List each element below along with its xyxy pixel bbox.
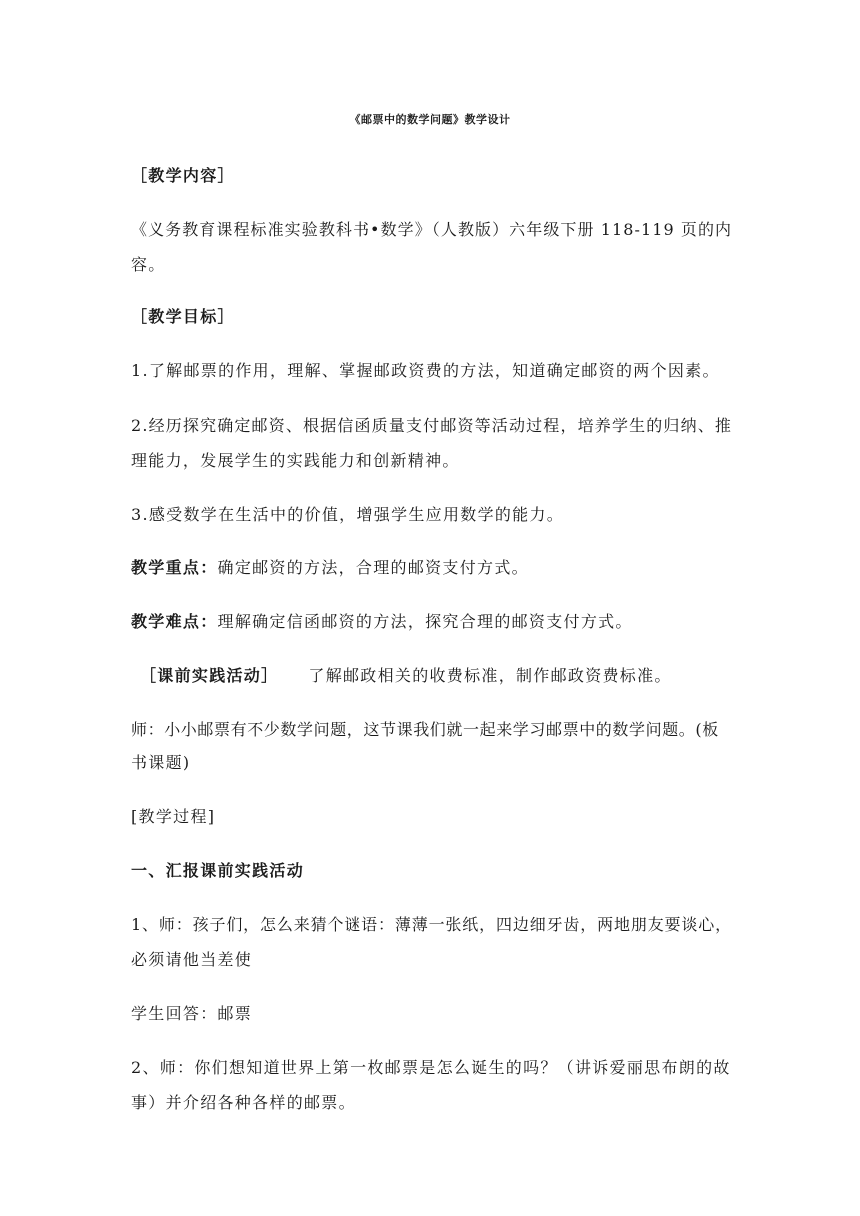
- practice-paragraph: [140, 666, 672, 686]
- paragraph-textbook-ref-cont: 容。: [131, 255, 166, 274]
- goal-item-3: 3.感受数学在生活中的价值，增强学生应用数学的能力。: [131, 505, 565, 524]
- paragraph-textbook-ref: 《义务教育课程标准实验教科书•数学》（人教版）六年级下册 118-119 页的内: [131, 220, 733, 239]
- section-heading-content: ［教学内容］: [131, 166, 235, 185]
- part-heading-1: 一、汇报课前实践活动: [131, 861, 305, 880]
- process-item-2: 2、师：你们想知道世界上第一枚邮票是怎么诞生的吗？（讲诉爱丽思布朗的故: [131, 1058, 731, 1077]
- process-item-1: 1、师：孩子们，怎么来猜个谜语：薄薄一张纸，四边细牙齿，两地朋友要谈心，: [131, 915, 732, 934]
- teacher-intro: 师：小小邮票有不少数学问题，这节课我们就一起来学习邮票中的数学问题。(板: [131, 720, 719, 739]
- process-item-2-cont: 事）并介绍各种各样的邮票。: [131, 1093, 356, 1112]
- goal-item-2-cont: 理能力，发展学生的实践能力和创新精神。: [131, 451, 460, 470]
- section-heading-process: [教学过程]: [131, 807, 216, 826]
- student-answer: 学生回答：邮票: [131, 1004, 253, 1023]
- goal-item-2: 2.经历探究确定邮资、根据信函质量支付邮资等活动过程，培养学生的归纳、推: [131, 416, 733, 435]
- practice-text: 了解邮政相关的收费标准，制作邮政资费标准。: [308, 666, 672, 685]
- key-point-text: 确定邮资的方法，合理的邮资支付方式。: [217, 558, 529, 577]
- goal-item-1: 1.了解邮票的作用，理解、掌握邮政资费的方法，知道确定邮资的两个因素。: [131, 361, 720, 380]
- process-item-1-cont: 必须请他当差使: [131, 950, 253, 969]
- key-point-label: 教学重点：: [131, 558, 218, 577]
- section-heading-goals: ［教学目标］: [131, 307, 235, 326]
- document-title: 《邮票中的数学问题》教学设计: [349, 113, 511, 126]
- key-point-paragraph: [131, 558, 529, 578]
- difficulty-label: 教学难点：: [131, 612, 218, 631]
- teacher-intro-cont: 书课题): [131, 753, 191, 772]
- difficulty-paragraph: [131, 612, 633, 632]
- practice-label: ［课前实践活动］: [140, 666, 279, 685]
- difficulty-text: 理解确定信函邮资的方法，探究合理的邮资支付方式。: [217, 612, 633, 631]
